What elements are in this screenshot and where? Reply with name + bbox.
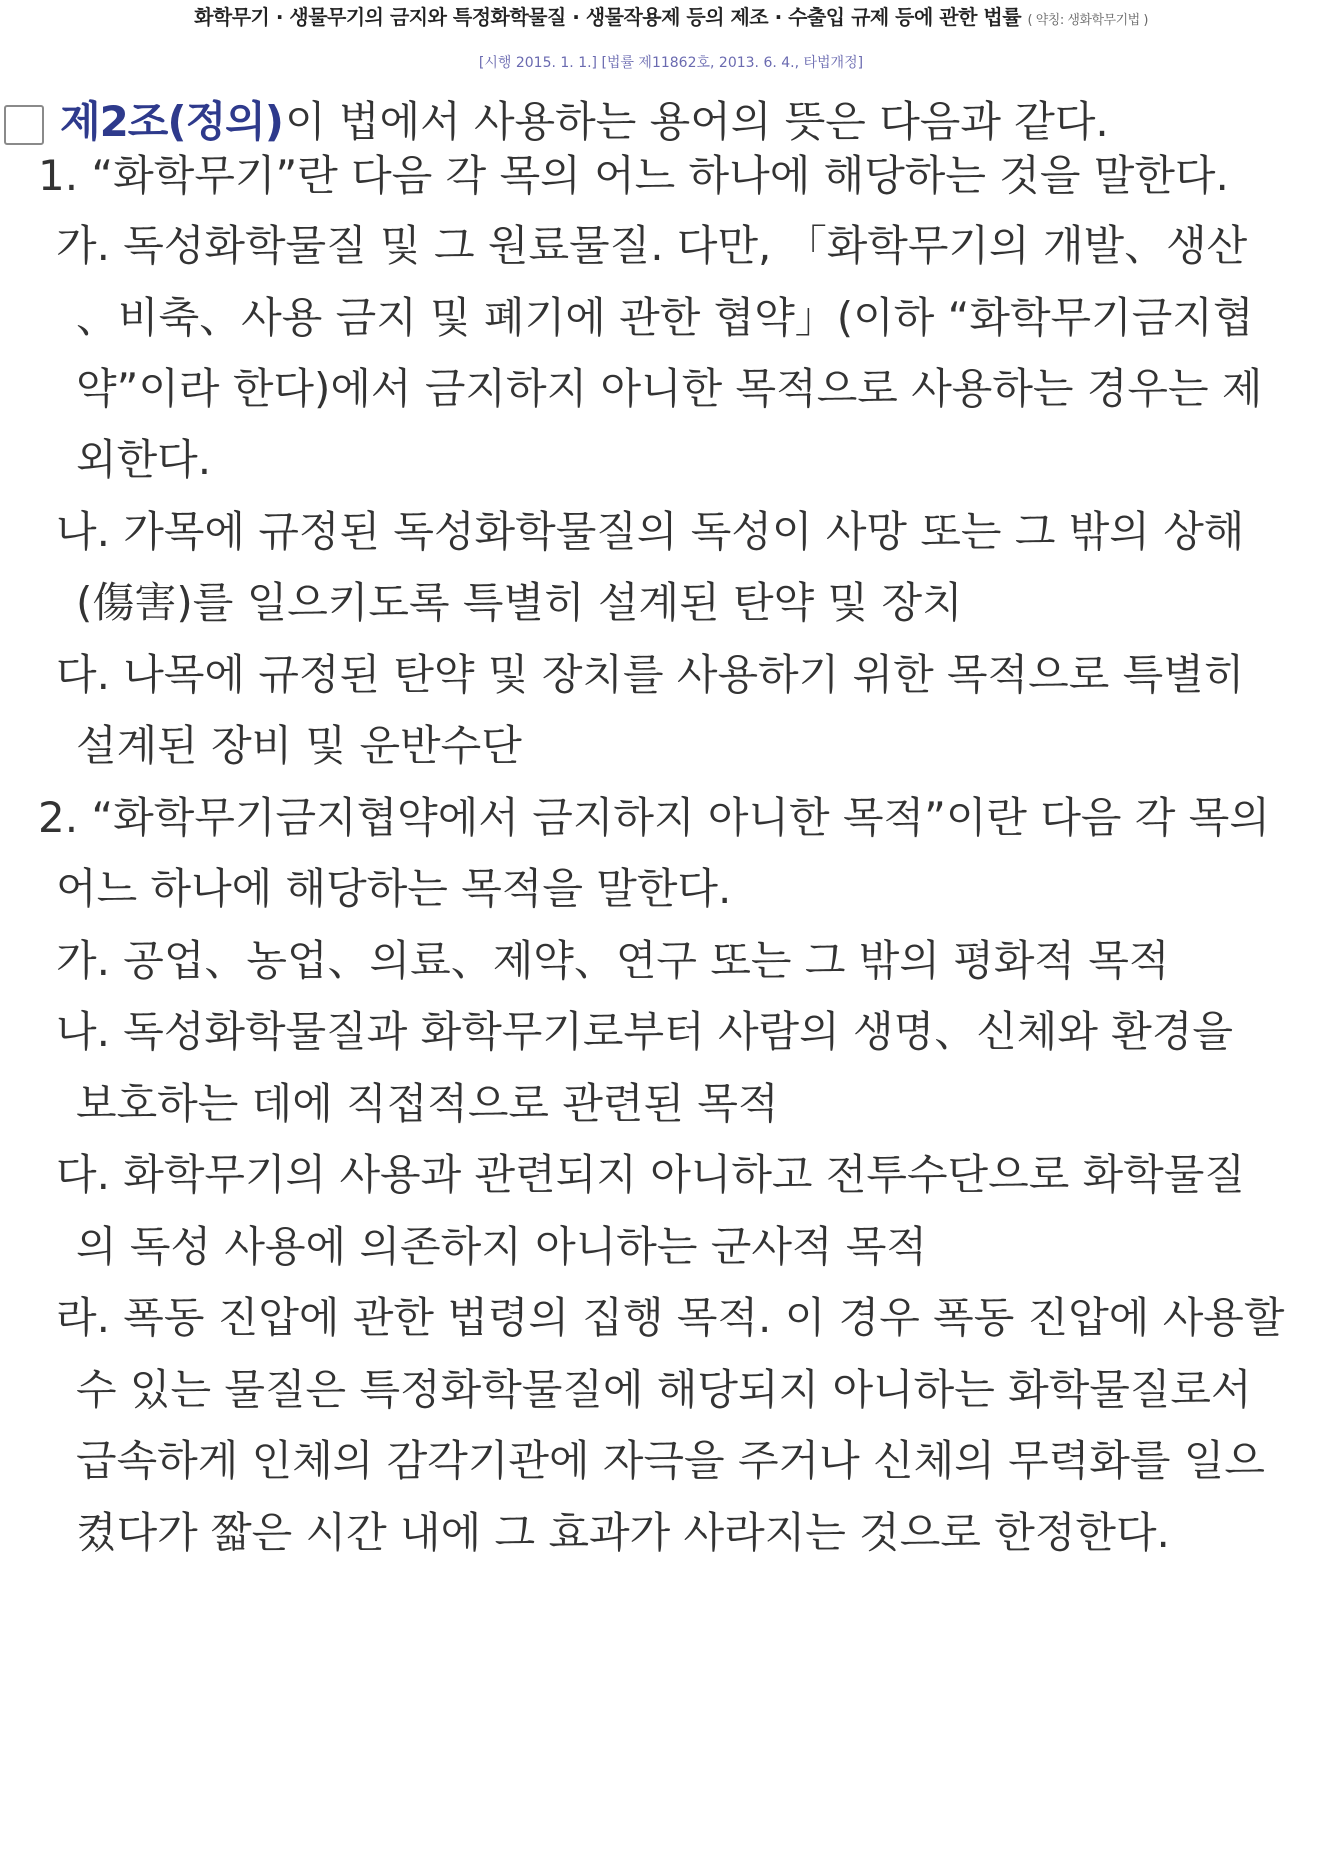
law-title-line — [0, 4, 1342, 34]
subitem-1-ga-cont: 외한다. — [76, 435, 212, 484]
subitem-2-ra-cont: 켰다가 짧은 시간 내에 그 효과가 사라지는 것으로 한정한다. — [76, 1508, 1170, 1557]
law-abbreviation: ( 약칭: 생화학무기법 ) — [1027, 13, 1148, 28]
item-2: 2. “화학무기금지협약에서 금지하지 아니한 목적”이란 다음 각 목의 — [38, 793, 1270, 842]
subitem-2-na-cont: 보호하는 데에 직접적으로 관련된 목적 — [76, 1079, 779, 1128]
article-title[interactable]: 제2조(정의) — [60, 97, 283, 146]
subitem-1-ga-cont: 、비축、사용 금지 및 폐기에 관한 협약」(이하 “화학무기금지협 — [76, 293, 1254, 342]
subitem-2-ra: 라. 폭동 진압에 관한 법령의 집행 목적. 이 경우 폭동 진압에 사용할 — [56, 1293, 1285, 1342]
subitem-1-ga: 가. 독성화학물질 및 그 원료물질. 다만, 「화학무기의 개발、생산 — [56, 221, 1248, 270]
subitem-1-da: 다. 나목에 규정된 탄약 및 장치를 사용하기 위한 목적으로 특별히 — [56, 650, 1245, 699]
subitem-2-ra-cont: 급속하게 인체의 감각기관에 자극을 주거나 신체의 무력화를 일으 — [76, 1436, 1265, 1485]
subitem-2-da: 다. 화학무기의 사용과 관련되지 아니하고 전투수단으로 화학물질 — [56, 1150, 1245, 1199]
article-lead-text: 이 법에서 사용하는 용어의 뜻은 다음과 같다. — [285, 97, 1109, 146]
item-1: 1. “화학무기”란 다음 각 목의 어느 하나에 해당하는 것을 말한다. — [38, 151, 1229, 200]
subitem-2-na: 나. 독성화학물질과 화학무기로부터 사람의 생명、신체와 환경을 — [56, 1007, 1233, 1056]
subitem-2-da-cont: 의 독성 사용에 의존하지 아니하는 군사적 목적 — [76, 1222, 927, 1271]
enforcement-info[interactable]: [시행 2015. 1. 1.] [법률 제11862호, 2013. 6. 4., 타법개정] — [478, 55, 864, 71]
law-title: 화학무기 · 생물무기의 금지와 특정화학물질 · 생물작용제 등의 제조 · 수출입 규제 등에 관한 법률 — [194, 5, 1022, 29]
subitem-2-ra-cont: 수 있는 물질은 특정화학물질에 해당되지 아니하는 화학물질로서 — [76, 1365, 1252, 1414]
subitem-1-ga-cont: 약”이라 한다)에서 금지하지 아니한 목적으로 사용하는 경우는 제 — [76, 364, 1263, 413]
subitem-1-na: 나. 가목에 규정된 독성화학물질의 독성이 사망 또는 그 밖의 상해 — [56, 507, 1245, 556]
article-checkbox[interactable] — [4, 105, 44, 145]
subitem-2-ga: 가. 공업、농업、의료、제약、연구 또는 그 밖의 평화적 목적 — [56, 936, 1170, 985]
subitem-1-na-cont: (傷害)를 일으키도록 특별히 설계된 탄약 및 장치 — [76, 578, 963, 627]
subitem-1-da-cont: 설계된 장비 및 운반수단 — [76, 721, 522, 770]
document-header — [0, 0, 1342, 72]
item-2-cont: 어느 하나에 해당하는 목적을 말한다. — [56, 864, 732, 913]
